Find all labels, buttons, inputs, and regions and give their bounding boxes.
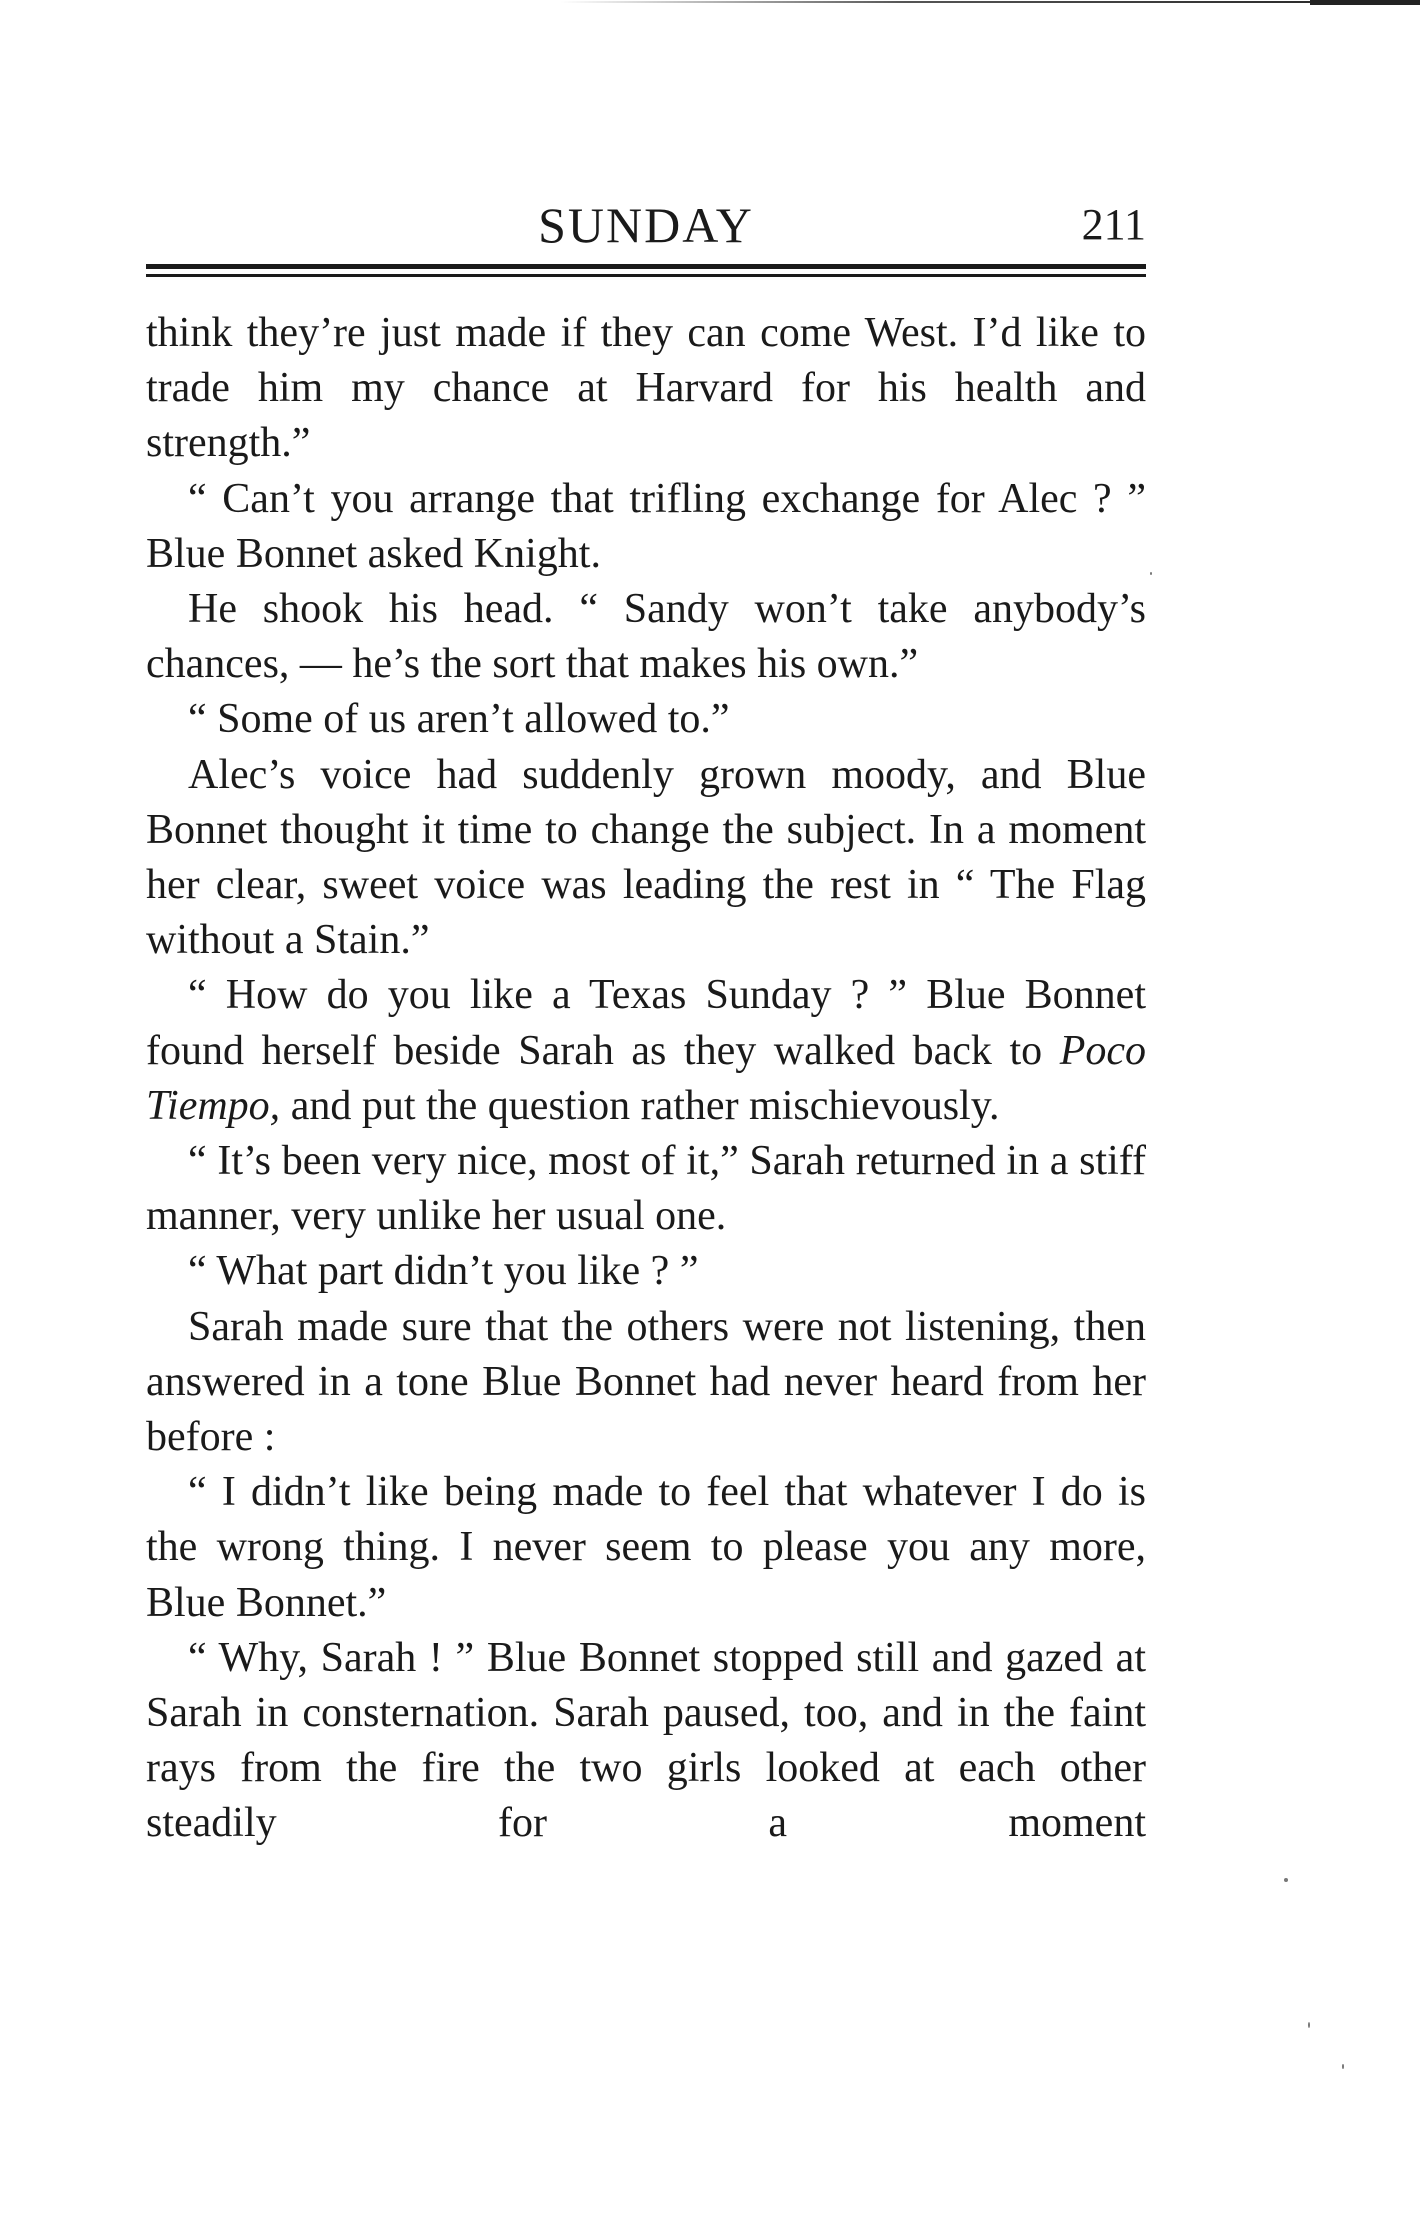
scan-speck xyxy=(1150,572,1152,575)
scan-speck xyxy=(1308,2022,1310,2028)
paragraph: “ I didn’t like being made to feel that whatever I do is the wrong thing. I never seem to please you any more, Blue Bonnet.” xyxy=(146,1469,1146,1626)
paragraph: He shook his head. “ Sandy won’t take anybody’s chances, — he’s the sort that makes his own.” xyxy=(146,586,1146,688)
paragraph: Alec’s voice had suddenly grown moody, and Blue Bonnet thought it time to change the subject. In a moment her clear, sweet voice was leading the rest in “ The Flag without a Stain.” xyxy=(146,751,1146,964)
page-top-edge xyxy=(0,0,1420,10)
scan-speck xyxy=(1284,1878,1288,1882)
scan-speck xyxy=(1342,2064,1344,2069)
paragraph: “ What part didn’t you like ? ” xyxy=(188,1248,699,1295)
paragraph: “ Some of us aren’t allowed to.” xyxy=(188,696,730,743)
running-title: SUNDAY xyxy=(538,197,754,253)
paragraph: “ It’s been very nice, most of it,” Sarah returned in a stiff manner, very unlike her usual one. xyxy=(146,1138,1146,1240)
header-rule-thin xyxy=(146,274,1146,277)
paragraph-continued: think they’re just made if they can come West. I’d like to trade him my chance at Harvard for his health and strength.” xyxy=(146,310,1146,467)
paragraph: Sarah made sure that the others were not listening, then answered in a tone Blue Bonnet had never heard from her before : xyxy=(146,1303,1146,1461)
paragraph: “ Can’t you arrange that trifling exchange for Alec ? ” Blue Bonnet asked Knight. xyxy=(146,475,1146,577)
italic-place-name: Poco Tiempo, xyxy=(146,1027,1146,1129)
paragraph-text: and put the question rather mischievously. xyxy=(280,1082,1000,1129)
paragraph-text: “ How do you like a Texas Sunday ? ” Blue Bonnet found herself beside Sarah as they walked back to xyxy=(146,972,1146,1074)
body-text xyxy=(146,306,1146,1852)
page-number: 211 xyxy=(1081,200,1146,249)
paragraph xyxy=(146,968,1146,1134)
paragraph-continues: “ Why, Sarah ! ” Blue Bonnet stopped still and gazed at Sarah in consternation. Sarah paused, too, and in the faint rays from the fire the two girls looked at each other steadily for a moment xyxy=(146,1634,1146,1847)
scan-edge-mark xyxy=(1310,0,1420,5)
header-rule-thick xyxy=(146,264,1146,269)
running-head xyxy=(146,195,1146,255)
scan-edge-line xyxy=(560,1,1420,3)
